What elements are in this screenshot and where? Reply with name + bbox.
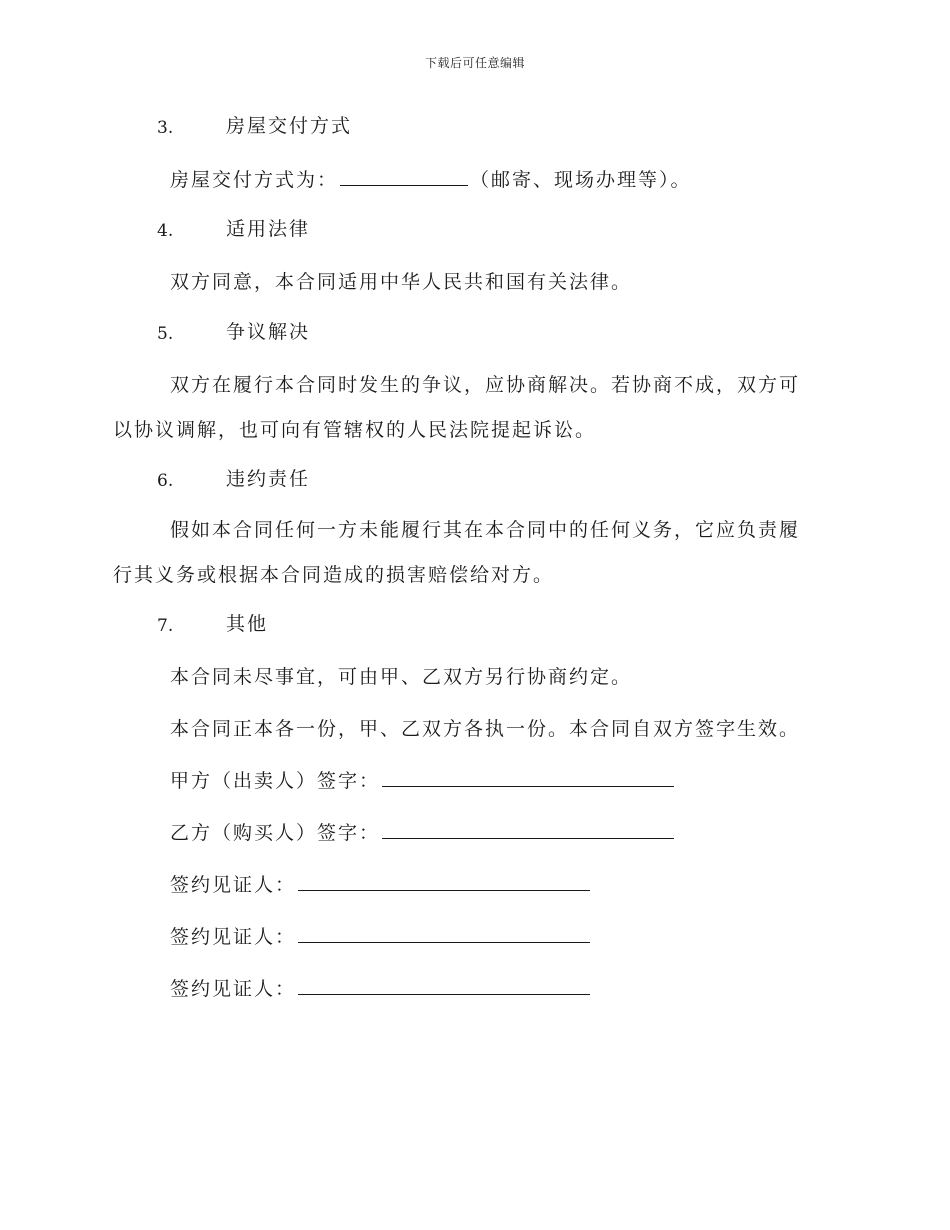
other-text-1: 本合同未尽事宜，可由甲、乙双方另行协商约定。 (170, 666, 633, 688)
section-7-number: 7. (157, 616, 174, 636)
signature-witness-3 (170, 976, 592, 1001)
signature-seller-label: 甲方（出卖人）签字： (170, 770, 381, 792)
delivery-method-blank[interactable] (340, 167, 468, 186)
signature-witness-1-blank[interactable] (298, 872, 590, 891)
signature-witness-2 (170, 924, 592, 949)
dispute-text-line-1: 双方在履行本合同时发生的争议，应协商解决。若协商不成，双方可 (170, 374, 801, 396)
section-6-title: 违约责任 (226, 468, 311, 490)
breach-text-line-2: 行其义务或根据本合同造成的损害赔偿给对方。 (113, 564, 555, 586)
signature-witness-1 (170, 872, 592, 897)
signature-buyer-blank[interactable] (382, 820, 674, 839)
section-7-title: 其他 (226, 613, 269, 635)
delivery-method-label: 房屋交付方式为： (170, 169, 339, 191)
delivery-method-options: （邮寄、现场办理等）。 (470, 169, 692, 191)
section-6-number: 6. (157, 471, 174, 491)
signature-witness-1-label: 签约见证人： (170, 874, 297, 896)
applicable-law-text: 双方同意，本合同适用中华人民共和国有关法律。 (170, 271, 633, 293)
signature-witness-3-blank[interactable] (298, 976, 590, 995)
signature-witness-2-label: 签约见证人： (170, 926, 297, 948)
section-5-title: 争议解决 (226, 321, 311, 343)
signature-buyer-label: 乙方（购买人）签字： (170, 822, 381, 844)
signature-buyer (170, 820, 676, 845)
breach-text-line-1: 假如本合同任何一方未能履行其在本合同中的任何义务，它应负责履 (170, 519, 801, 541)
header-note: 下载后可任意编辑 (424, 56, 525, 70)
signature-seller-blank[interactable] (382, 768, 674, 787)
other-text-2: 本合同正本各一份，甲、乙双方各执一份。本合同自双方签字生效。 (170, 718, 801, 740)
section-4-number: 4. (157, 221, 174, 241)
section-4-title: 适用法律 (226, 218, 311, 240)
signature-witness-2-blank[interactable] (298, 924, 590, 943)
section-5-number: 5. (157, 324, 174, 344)
signature-witness-3-label: 签约见证人： (170, 978, 297, 1000)
dispute-text-line-2: 以协议调解，也可向有管辖权的人民法院提起诉讼。 (113, 419, 597, 441)
delivery-method-line (170, 167, 692, 192)
signature-seller (170, 768, 676, 793)
section-3-title: 房屋交付方式 (226, 115, 353, 137)
section-3-number: 3. (157, 118, 174, 138)
